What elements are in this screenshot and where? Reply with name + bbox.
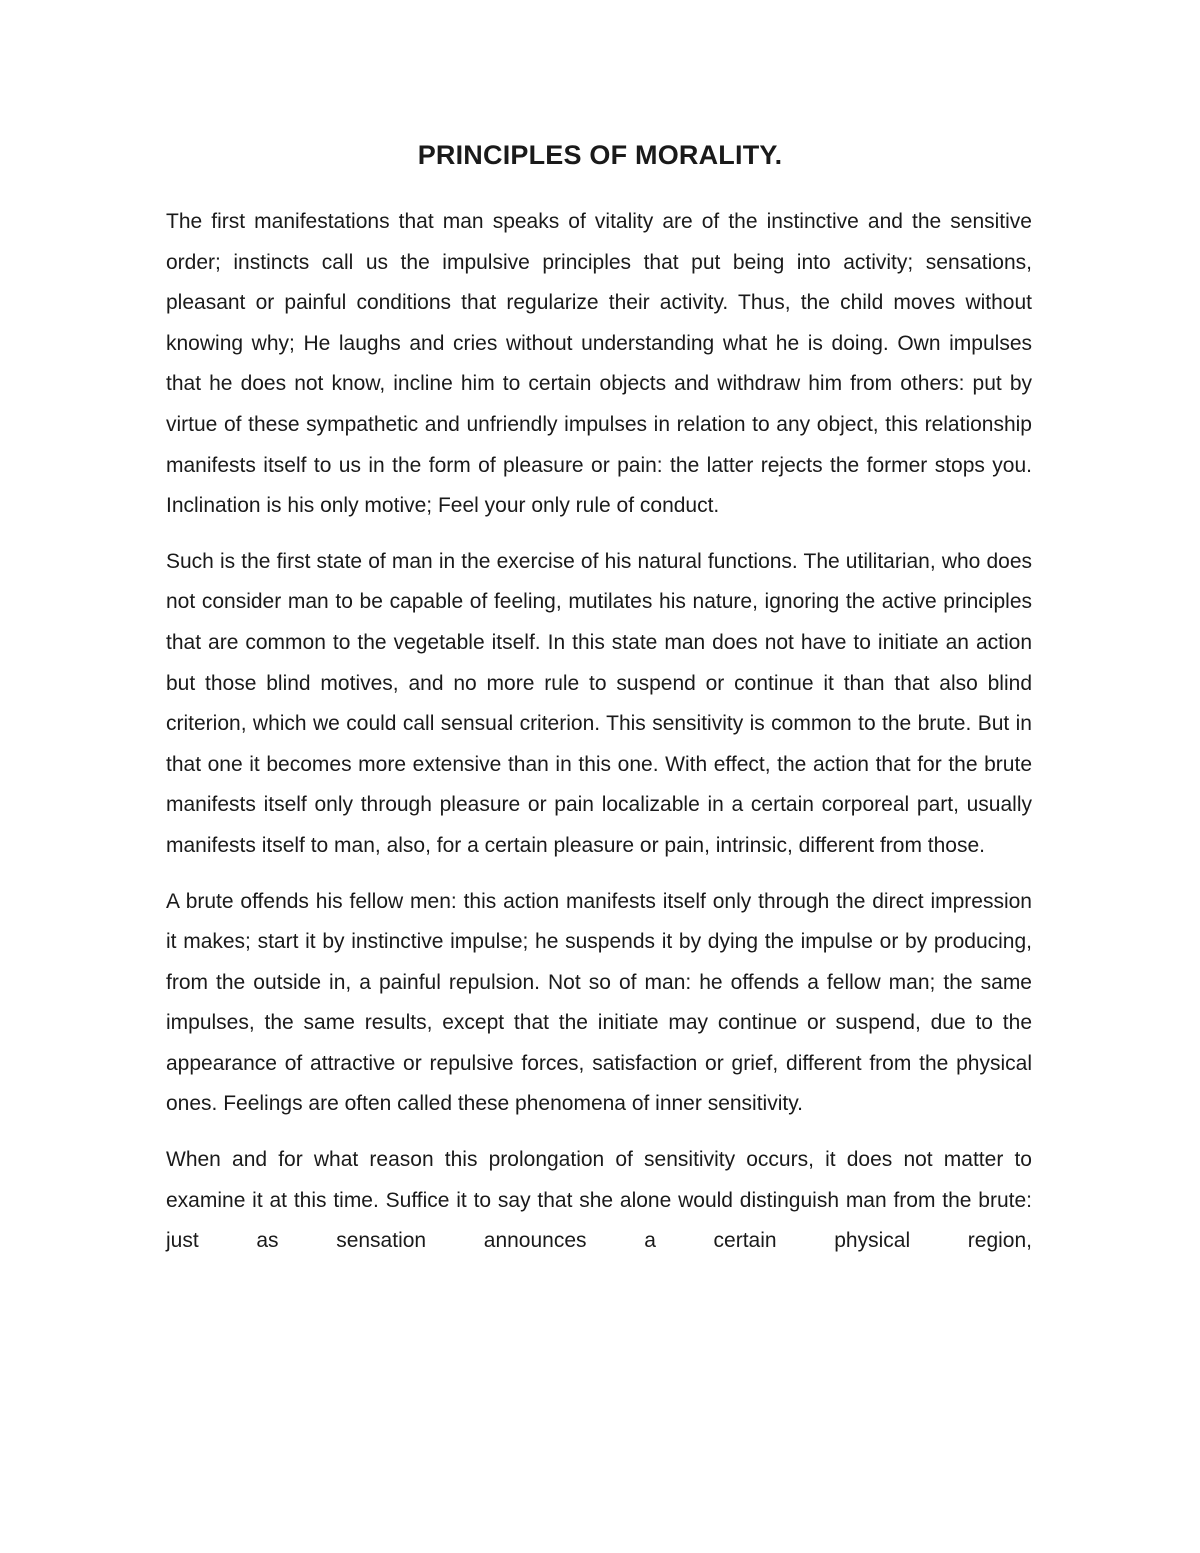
document-title: PRINCIPLES OF MORALITY. [417, 140, 783, 170]
paragraph-4: When and for what reason this prolongation of sensitivity occurs, it does not matter to examine it at this time. Suffice it to say that she alone would distinguish man from the brute: just as sensation announces a certain physical region, [166, 1148, 1032, 1253]
paragraph-1: The first manifestations that man speaks of vitality are of the instinctive and the sensitive order; instincts call us the impulsive principles that put being into activity; sensations, pleasant or painful conditions that regularize their activity. Thus, the child moves without knowing why; He laughs and cries without understanding what he is doing. Own impulses that he does not know, incline him to certain objects and withdraw him from others: put by virtue of these sympathetic and unfriendly impulses in relation to any object, this relationship manifests itself to us in the form of pleasure or pain: the latter rejects the former stops you. Inclination is his only motive; Feel your only rule of conduct. [166, 210, 1032, 518]
paragraph-3: A brute offends his fellow men: this action manifests itself only through the direct impression it makes; start it by instinctive impulse; he suspends it by dying the impulse or by producing, from the outside in, a painful repulsion. Not so of man: he offends a fellow man; the same impulses, the same results, except that the initiate may continue or suspend, due to the appearance of attractive or repulsive forces, satisfaction or grief, different from the physical ones. Feelings are often called these phenomena of inner sensitivity. [166, 889, 1032, 1116]
paragraph-2: Such is the first state of man in the exercise of his natural functions. The utilitarian, who does not consider man to be capable of feeling, mutilates his nature, ignoring the active principles that are common to the vegetable itself. In this state man does not have to initiate an action but those blind motives, and no more rule to suspend or continue it than that also blind criterion, which we could call sensual criterion. This sensitivity is common to the brute. But in that one it becomes more extensive than in this one. With effect, the action that for the brute manifests itself only through pleasure or pain localizable in a certain corporeal part, usually manifests itself to man, also, for a certain pleasure or pain, intrinsic, different from those. [166, 549, 1032, 857]
document-body [166, 202, 1032, 1277]
